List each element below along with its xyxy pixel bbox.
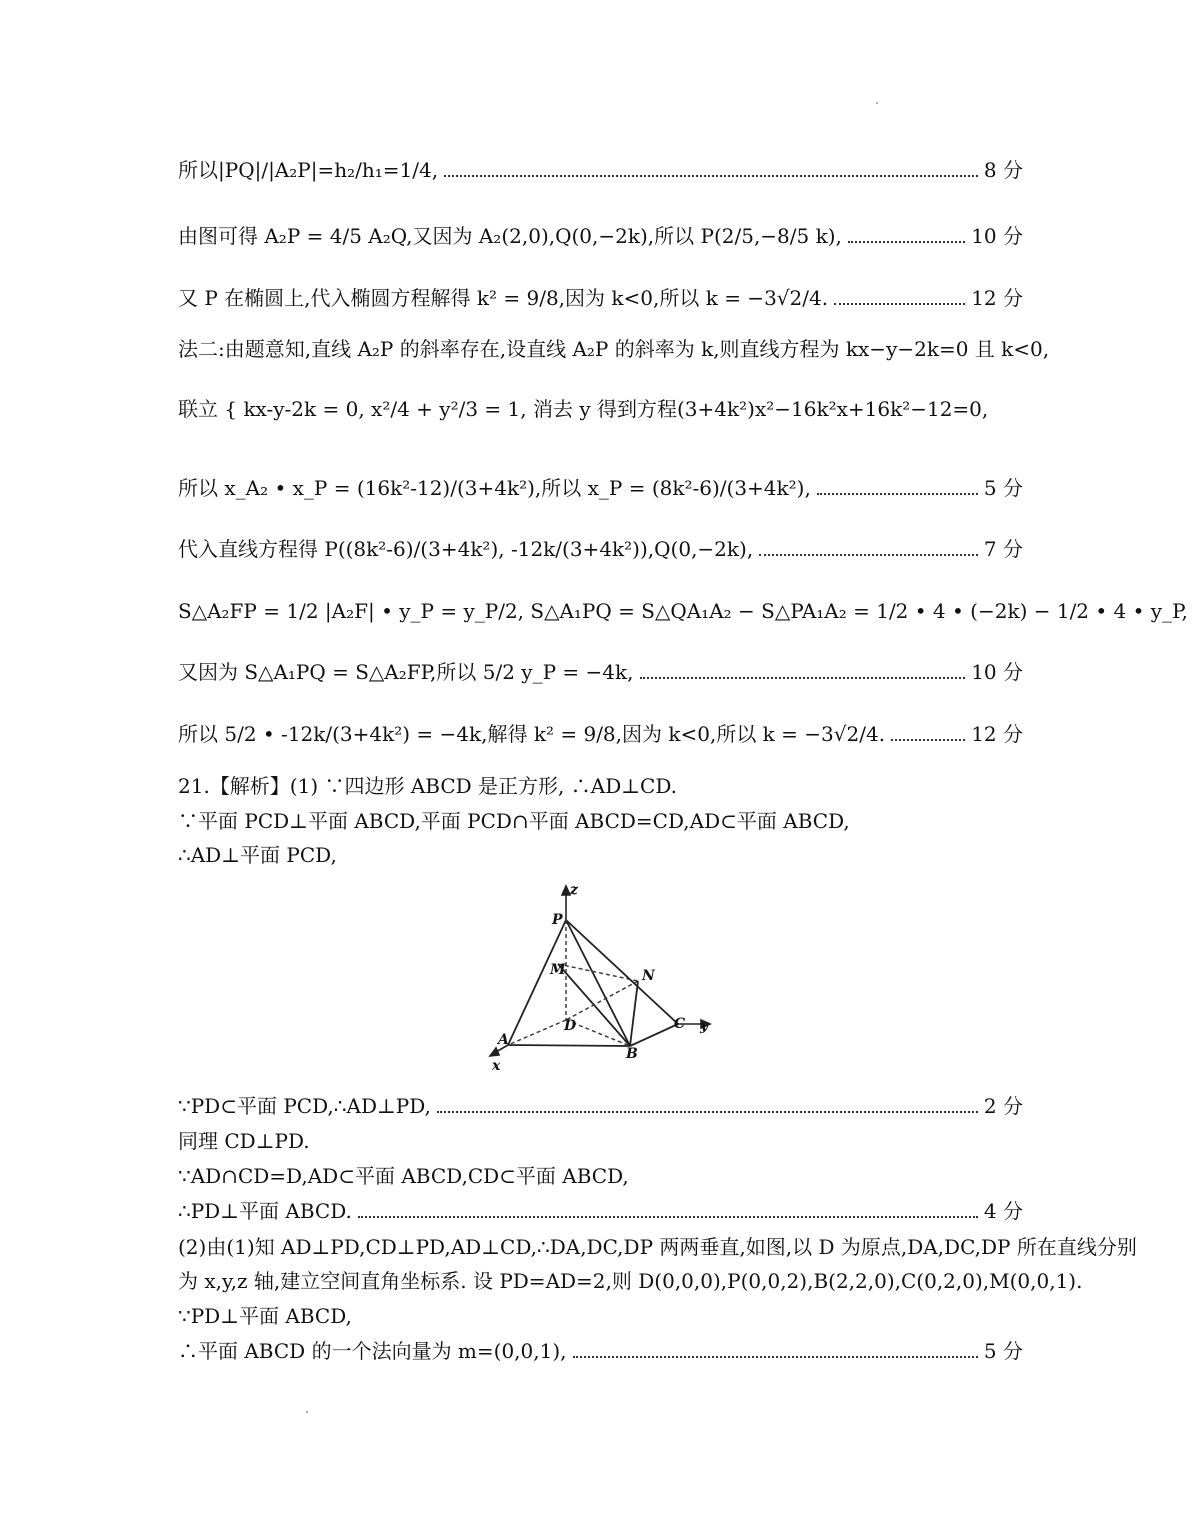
- point-label-d: D: [564, 1018, 577, 1034]
- scan-speck: [876, 102, 878, 104]
- score-label: 2 分: [983, 1094, 1023, 1118]
- text-line: [178, 285, 1023, 312]
- line-text: ∵平面 PCD⊥平面 ABCD,平面 PCD∩平面 ABCD=CD,AD⊂平面 ABCD,: [178, 809, 850, 833]
- point-label-c: C: [674, 1016, 686, 1032]
- dot-leader: [437, 1111, 978, 1113]
- axis-label-x: x: [492, 1058, 501, 1074]
- line-text: ∴平面 ABCD 的一个法向量为 m=(0,0,1),: [178, 1339, 567, 1363]
- text-line: [178, 808, 1023, 835]
- line-text: 所以 x_A₂ • x_P = (16k²-12)/(3+4k²),所以 x_P = (8k²-6)/(3+4k²),: [178, 476, 811, 500]
- text-line: [178, 1128, 1023, 1155]
- text-line: [178, 1234, 1137, 1261]
- text-line: [178, 721, 1023, 748]
- scan-speck: [306, 1411, 308, 1413]
- line-text: (2)由(1)知 AD⊥PD,CD⊥PD,AD⊥CD,∴DA,DC,DP 两两垂直,如图,以 D 为原点,DA,DC,DP 所在直线分别: [178, 1235, 1137, 1259]
- line-text: ∵PD⊂平面 PCD,∴AD⊥PD,: [178, 1094, 431, 1118]
- line-text: 所以|PQ|/|A₂P|=h₂/h₁=1/4,: [178, 158, 439, 182]
- line-text: ∴PD⊥平面 ABCD.: [178, 1199, 352, 1223]
- line-text: S△A₂FP = 1/2 |A₂F| • y_P = y_P/2, S△A₁PQ = S△QA₁A₂ − S△PA₁A₂ = 1/2 • 4 • (−2k) − 1/2 • 4 • y_P,: [178, 599, 1188, 623]
- dot-leader: [891, 739, 965, 741]
- line-text: 所以 5/2 • -12k/(3+4k²) = −4k,解得 k² = 9/8,因为 k<0,所以 k = −3√2/4.: [178, 722, 886, 746]
- point-label-b: B: [626, 1046, 638, 1062]
- dot-leader: [640, 677, 966, 679]
- line-text: ∴AD⊥平面 PCD,: [178, 843, 337, 867]
- text-line: [178, 842, 1023, 869]
- text-line: [178, 1198, 1023, 1225]
- point-label-n: N: [642, 968, 655, 984]
- text-line: [178, 1163, 1023, 1190]
- line-text: 21.【解析】(1) ∵四边形 ABCD 是正方形, ∴AD⊥CD.: [178, 774, 678, 798]
- line-text: 法二:由题意知,直线 A₂P 的斜率存在,设直线 A₂P 的斜率为 k,则直线方程为 kx−y−2k=0 且 k<0,: [178, 337, 1050, 361]
- text-line: [178, 475, 1023, 502]
- score-label: 5 分: [983, 1339, 1023, 1363]
- line-text: 又因为 S△A₁PQ = S△A₂FP,所以 5/2 y_P = −4k,: [178, 660, 634, 684]
- axis-label-y: y: [700, 1018, 709, 1034]
- text-line: [178, 336, 1050, 363]
- text-line: [178, 1303, 1023, 1330]
- text-line: [178, 773, 1023, 800]
- dot-leader: [848, 241, 965, 243]
- line-text: 又 P 在椭圆上,代入椭圆方程解得 k² = 9/8,因为 k<0,所以 k = −3√2/4.: [178, 286, 829, 310]
- dot-leader: [358, 1216, 978, 1218]
- text-line: [178, 223, 1023, 250]
- score-label: 5 分: [983, 476, 1023, 500]
- text-line: [178, 659, 1023, 686]
- line-text: ∵PD⊥平面 ABCD,: [178, 1304, 352, 1328]
- score-label: 12 分: [971, 286, 1023, 310]
- text-line: [178, 598, 1188, 625]
- point-label-p: P: [552, 912, 563, 928]
- axis-label-z: z: [570, 882, 578, 898]
- text-line: [178, 536, 1023, 563]
- line-text: 由图可得 A₂P = 4/5 A₂Q,又因为 A₂(2,0),Q(0,−2k),所以 P(2/5,−8/5 k),: [178, 224, 842, 248]
- line-text: 代入直线方程得 P((8k²-6)/(3+4k²), -12k/(3+4k²)),Q(0,−2k),: [178, 537, 754, 561]
- pyramid-coordinate-figure: [478, 880, 718, 1075]
- line-text: 为 x,y,z 轴,建立空间直角坐标系. 设 PD=AD=2,则 D(0,0,0),P(0,0,2),B(2,2,0),C(0,2,0),M(0,0,1).: [178, 1269, 1083, 1293]
- dot-leader: [573, 1356, 978, 1358]
- line-text: 同理 CD⊥PD.: [178, 1129, 310, 1153]
- score-label: 8 分: [983, 158, 1023, 182]
- text-line: [178, 1268, 1083, 1295]
- dot-leader: [759, 554, 978, 556]
- dot-leader: [444, 175, 978, 177]
- line-text: ∵AD∩CD=D,AD⊂平面 ABCD,CD⊂平面 ABCD,: [178, 1164, 629, 1188]
- line-text: 联立 { kx-y-2k = 0, x²/4 + y²/3 = 1, 消去 y 得到方程(3+4k²)x²−16k²x+16k²−12=0,: [178, 397, 989, 421]
- point-label-m: M: [550, 962, 566, 978]
- score-label: 10 分: [971, 224, 1023, 248]
- text-line: [178, 1338, 1023, 1365]
- text-line: [178, 396, 1023, 423]
- text-line: [178, 157, 1023, 184]
- score-label: 4 分: [983, 1199, 1023, 1223]
- score-label: 7 分: [983, 537, 1023, 561]
- text-line: [178, 1093, 1023, 1120]
- dot-leader: [817, 493, 978, 495]
- score-label: 10 分: [971, 660, 1023, 684]
- dot-leader: [834, 303, 965, 305]
- score-label: 12 分: [971, 722, 1023, 746]
- point-label-a: A: [498, 1032, 509, 1048]
